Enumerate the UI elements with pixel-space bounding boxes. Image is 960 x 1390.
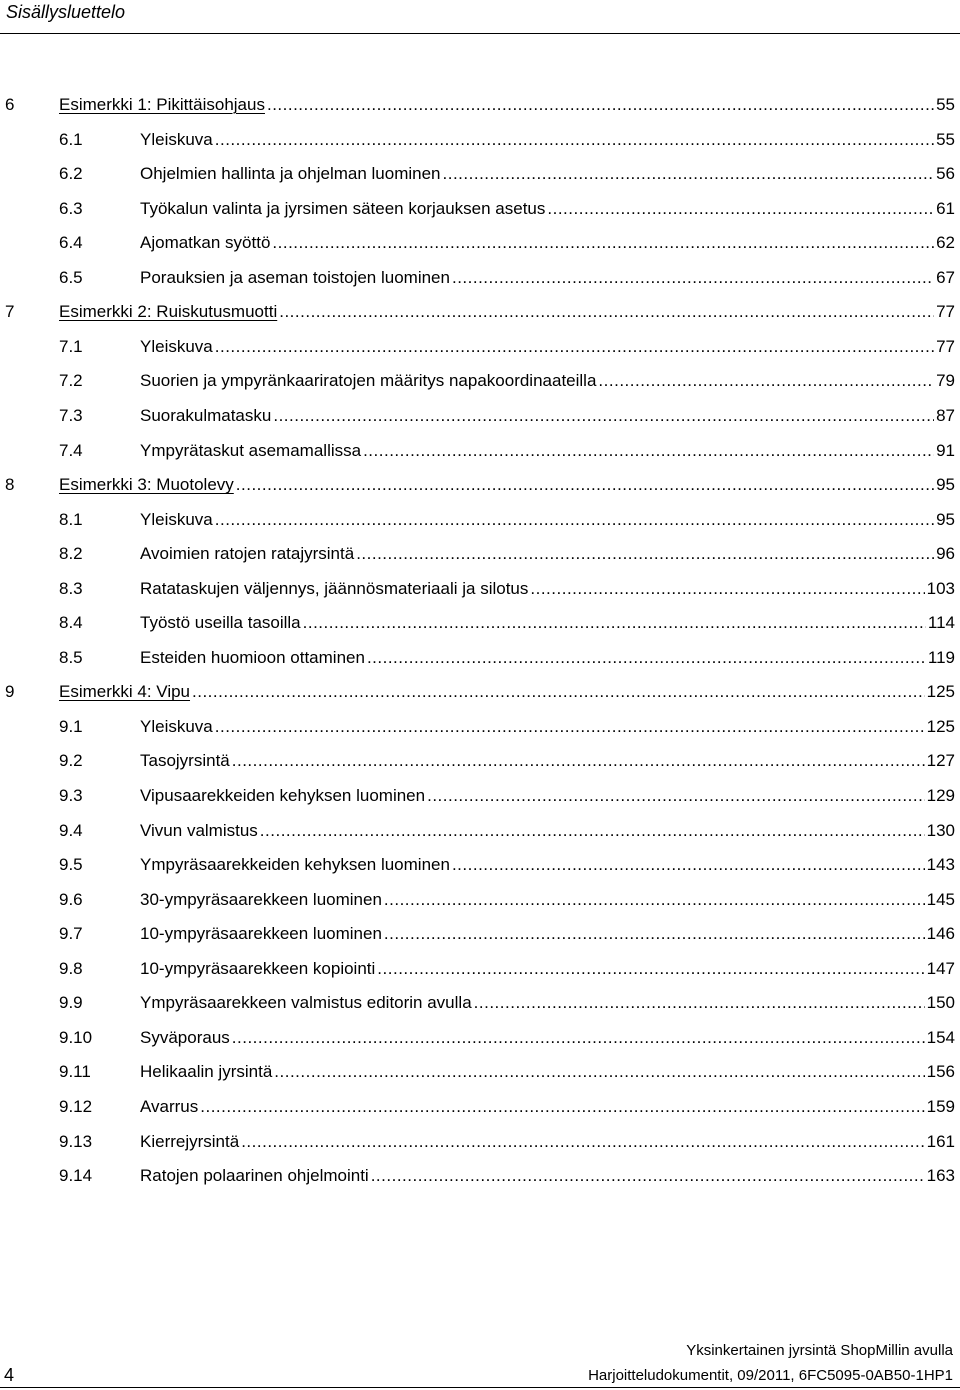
toc-entry-title: Tasojyrsintä (140, 751, 230, 771)
toc-entry-number: 7 (5, 302, 15, 322)
toc-entry-number: 7.1 (59, 336, 83, 356)
toc-entry-line (140, 541, 955, 567)
toc-entry-line (140, 748, 955, 774)
toc-section-entry[interactable] (0, 852, 955, 878)
toc-entry-line (59, 299, 955, 325)
toc-entry-line (140, 956, 955, 982)
toc-entry-title: Avarrus (140, 1096, 199, 1116)
toc-section-entry[interactable] (0, 507, 955, 533)
toc-entry-title: 10-ympyräsaarekkeen kopiointi (140, 958, 376, 978)
toc-entry-title: Porauksien ja aseman toistojen luominen (140, 267, 450, 287)
toc-entry-page: 143 (926, 855, 955, 875)
toc-entry-number: 9.5 (59, 855, 83, 875)
toc-dot-leader (232, 748, 925, 774)
toc-dot-leader (547, 196, 934, 222)
toc-entry-line (140, 887, 955, 913)
toc-entry-page: 56 (936, 164, 955, 184)
toc-section-entry[interactable] (0, 1094, 955, 1120)
toc-section-entry[interactable] (0, 265, 955, 291)
toc-entry-page: 77 (936, 302, 955, 322)
toc-entry-page: 163 (926, 1166, 955, 1186)
toc-entry-page: 87 (936, 405, 955, 425)
toc-entry-title: Avoimien ratojen ratajyrsintä (140, 544, 355, 564)
toc-entry-number: 9.8 (59, 958, 83, 978)
toc-dot-leader (474, 990, 925, 1016)
toc-dot-leader (367, 645, 926, 671)
toc-entry-title: Ajomatkan syöttö (140, 233, 271, 253)
toc-entry-line (140, 127, 955, 153)
toc-section-entry[interactable] (0, 196, 955, 222)
toc-entry-page: 154 (926, 1027, 955, 1047)
toc-dot-leader (192, 679, 925, 705)
toc-dot-leader (272, 230, 934, 256)
toc-entry-line (140, 161, 955, 187)
toc-entry-line (140, 196, 955, 222)
toc-entry-number: 6.1 (59, 129, 83, 149)
toc-entry-number: 9.1 (59, 716, 83, 736)
toc-section-entry[interactable] (0, 1163, 955, 1189)
toc-entry-title: Esimerkki 2: Ruiskutusmuotti (59, 302, 278, 322)
toc-section-entry[interactable] (0, 1059, 955, 1085)
toc-entry-line (59, 472, 955, 498)
toc-dot-leader (427, 783, 925, 809)
toc-entry-number: 6.5 (59, 267, 83, 287)
toc-section-entry[interactable] (0, 127, 955, 153)
toc-dot-leader (215, 507, 934, 533)
toc-entry-line (140, 610, 955, 636)
toc-entry-page: 77 (936, 336, 955, 356)
toc-entry-line (140, 334, 955, 360)
toc-entry-number: 7.2 (59, 371, 83, 391)
toc-dot-leader (452, 852, 925, 878)
toc-dot-leader (371, 1163, 925, 1189)
toc-dot-leader (384, 887, 925, 913)
toc-entry-title: Vipusaarekkeiden kehyksen luominen (140, 786, 426, 805)
toc-entry-page: 79 (936, 371, 955, 391)
footer-document-info: Harjoitteludokumentit, 09/2011, 6FC5095-0AB50-1HP1 (588, 1367, 953, 1384)
toc-entry-title: Ohjelmien hallinta ja ohjelman luominen (140, 164, 441, 184)
toc-entry-number: 7.4 (59, 440, 83, 460)
toc-entry-number: 9.9 (59, 993, 83, 1013)
toc-entry-line (140, 1094, 955, 1120)
toc-section-entry[interactable] (0, 334, 955, 360)
toc-dot-leader (363, 438, 934, 464)
toc-entry-title: Esteiden huomioon ottaminen (140, 647, 365, 667)
toc-entry-line (140, 1025, 955, 1051)
toc-section-entry[interactable] (0, 161, 955, 187)
footer-document-title: Yksinkertainen jyrsintä ShopMillin avulla (686, 1342, 953, 1359)
toc-dot-leader (384, 921, 925, 947)
toc-entry-number: 9.3 (59, 786, 83, 805)
toc-chapter-entry[interactable] (0, 299, 955, 325)
toc-entry-page: 130 (926, 820, 955, 840)
toc-entry-title: Ympyräsaarekkeiden kehyksen luominen (140, 855, 450, 875)
toc-entry-number: 6.4 (59, 233, 83, 253)
toc-section-entry[interactable] (0, 610, 955, 636)
footer-page-number: 4 (4, 1365, 15, 1385)
toc-entry-page: 145 (926, 889, 955, 909)
toc-entry-line (140, 507, 955, 533)
toc-entry-line (140, 1163, 955, 1189)
toc-dot-leader (279, 299, 934, 325)
toc-section-entry[interactable] (0, 956, 955, 982)
toc-dot-leader (236, 472, 934, 498)
toc-dot-leader (232, 1025, 925, 1051)
toc-entry-title: Ratojen polaarinen ohjelmointi (140, 1166, 369, 1186)
toc-entry-page: 91 (936, 440, 955, 460)
toc-entry-page: 114 (927, 613, 955, 633)
toc-entry-line (140, 265, 955, 291)
toc-entry-title: Suorakulmatasku (140, 405, 272, 425)
toc-entry-title: Työkalun valinta ja jyrsimen säteen korjauksen asetus (140, 198, 546, 218)
header-divider (0, 33, 960, 34)
toc-section-entry[interactable] (0, 576, 955, 602)
toc-entry-page: 103 (926, 578, 955, 598)
toc-dot-leader (598, 368, 934, 394)
toc-entry-page: 61 (936, 198, 955, 218)
toc-section-entry[interactable] (0, 1025, 955, 1051)
toc-entry-page: 127 (926, 751, 955, 771)
toc-entry-line (59, 679, 955, 705)
toc-section-entry[interactable] (0, 230, 955, 256)
toc-entry-page: 62 (936, 233, 955, 253)
toc-section-entry[interactable] (0, 1129, 955, 1155)
toc-section-entry[interactable] (0, 887, 955, 913)
toc-entry-title: 30-ympyräsaarekkeen luominen (140, 889, 382, 909)
toc-entry-page: 129 (926, 786, 955, 805)
toc-entry-page: 95 (936, 475, 955, 495)
toc-entry-page: 147 (926, 958, 955, 978)
toc-entry-title: Helikaalin jyrsintä (140, 1062, 273, 1082)
toc-entry-title: Ympyräsaarekkeen valmistus editorin avulla (140, 993, 472, 1013)
toc-entry-title: Vivun valmistus (140, 820, 258, 840)
toc-entry-line (140, 230, 955, 256)
toc-entry-number: 9.11 (59, 1062, 91, 1082)
toc-dot-leader (356, 541, 934, 567)
toc-section-entry[interactable] (0, 541, 955, 567)
toc-dot-leader (215, 334, 934, 360)
toc-entry-page: 146 (926, 924, 955, 944)
toc-entry-number: 9.13 (59, 1131, 93, 1151)
toc-entry-number: 7.3 (59, 405, 83, 425)
toc-chapter-entry[interactable] (0, 92, 955, 118)
toc-section-entry[interactable] (0, 818, 955, 844)
toc-dot-leader (215, 714, 925, 740)
toc-entry-line (140, 1129, 955, 1155)
toc-entry-number: 8 (5, 475, 15, 495)
toc-section-entry[interactable] (0, 368, 955, 394)
toc-entry-number: 9.10 (59, 1027, 93, 1047)
toc-entry-title: Esimerkki 3: Muotolevy (59, 475, 234, 495)
toc-entry-line (140, 1059, 955, 1085)
toc-dot-leader (215, 127, 934, 153)
toc-entry-page: 67 (936, 267, 955, 287)
toc-entry-number: 8.3 (59, 578, 83, 598)
toc-entry-title: 10-ympyräsaarekkeen luominen (140, 924, 382, 944)
toc-entry-number: 6.3 (59, 198, 83, 218)
toc-entry-line (140, 921, 955, 947)
toc-chapter-entry[interactable] (0, 472, 955, 498)
toc-entry-title: Yleiskuva (140, 716, 213, 736)
toc-dot-leader (200, 1094, 924, 1120)
toc-entry-title: Esimerkki 4: Vipu (59, 682, 191, 702)
toc-section-entry[interactable] (0, 783, 955, 809)
toc-dot-leader (377, 956, 924, 982)
toc-section-entry[interactable] (0, 990, 955, 1016)
toc-entry-line (140, 990, 955, 1016)
toc-entry-number: 6 (5, 95, 15, 114)
toc-dot-leader (260, 818, 925, 844)
toc-entry-number: 8.1 (59, 509, 83, 529)
toc-section-entry[interactable] (0, 714, 955, 740)
toc-entry-title: Yleiskuva (140, 129, 213, 149)
toc-dot-leader (273, 403, 934, 429)
toc-dot-leader (443, 161, 935, 187)
footer-divider (0, 1387, 960, 1388)
toc-entry-number: 8.5 (59, 647, 83, 667)
toc-entry-title: Esimerkki 1: Pikittäisohjaus (59, 95, 265, 114)
toc-entry-number: 9.4 (59, 820, 83, 840)
toc-entry-number: 8.4 (59, 613, 83, 633)
toc-dot-leader (274, 1059, 924, 1085)
toc-entry-page: 125 (926, 716, 955, 736)
toc-entry-number: 9.7 (59, 924, 83, 944)
toc-entry-page: 159 (926, 1096, 955, 1116)
toc-entry-number: 9.12 (59, 1096, 93, 1116)
toc-entry-line (140, 852, 955, 878)
toc-dot-leader (241, 1129, 924, 1155)
toc-entry-title: Kierrejyrsintä (140, 1131, 240, 1151)
toc-entry-number: 6.2 (59, 164, 83, 184)
toc-dot-leader (303, 610, 926, 636)
toc-entry-line (140, 403, 955, 429)
toc-section-entry[interactable] (0, 921, 955, 947)
toc-entry-line (140, 783, 955, 809)
toc-entry-line (140, 645, 955, 671)
toc-entry-title: Yleiskuva (140, 509, 213, 529)
toc-entry-number: 9.2 (59, 751, 83, 771)
toc-chapter-entry[interactable] (0, 679, 955, 705)
toc-entry-number: 8.2 (59, 544, 83, 564)
toc-entry-page: 125 (926, 682, 955, 702)
toc-entry-line (140, 576, 955, 602)
toc-section-entry[interactable] (0, 748, 955, 774)
toc-section-entry[interactable] (0, 645, 955, 671)
toc-entry-line (140, 368, 955, 394)
toc-section-entry[interactable] (0, 403, 955, 429)
page-header-title: Sisällysluettelo (6, 2, 126, 22)
toc-entry-title: Yleiskuva (140, 336, 213, 356)
toc-entry-page: 55 (936, 129, 955, 149)
toc-entry-page: 161 (926, 1131, 955, 1151)
toc-entry-page: 119 (927, 647, 955, 667)
toc-entry-line (140, 818, 955, 844)
toc-entry-number: 9.14 (59, 1166, 93, 1186)
toc-entry-page: 55 (936, 95, 955, 114)
toc-entry-number: 9 (5, 682, 15, 702)
toc-entry-line (140, 438, 955, 464)
toc-entry-page: 150 (926, 993, 955, 1013)
toc-dot-leader (267, 92, 934, 118)
toc-section-entry[interactable] (0, 438, 955, 464)
toc-dot-leader (530, 576, 924, 602)
toc-entry-line (140, 714, 955, 740)
toc-entry-page: 156 (926, 1062, 955, 1082)
toc-entry-page: 96 (936, 544, 955, 564)
toc-entry-title: Ympyrätaskut asemamallissa (140, 440, 362, 460)
toc-entry-page: 95 (936, 509, 955, 529)
toc-entry-number: 9.6 (59, 889, 83, 909)
toc-entry-line (59, 92, 955, 118)
toc-entry-title: Työstö useilla tasoilla (140, 613, 301, 633)
toc-entry-title: Suorien ja ympyränkaariratojen määritys napakoordinaateilla (140, 371, 597, 391)
toc-entry-title: Ratataskujen väljennys, jäännösmateriaali ja silotus (140, 578, 529, 598)
toc-dot-leader (452, 265, 934, 291)
toc-entry-title: Syväporaus (140, 1027, 230, 1047)
